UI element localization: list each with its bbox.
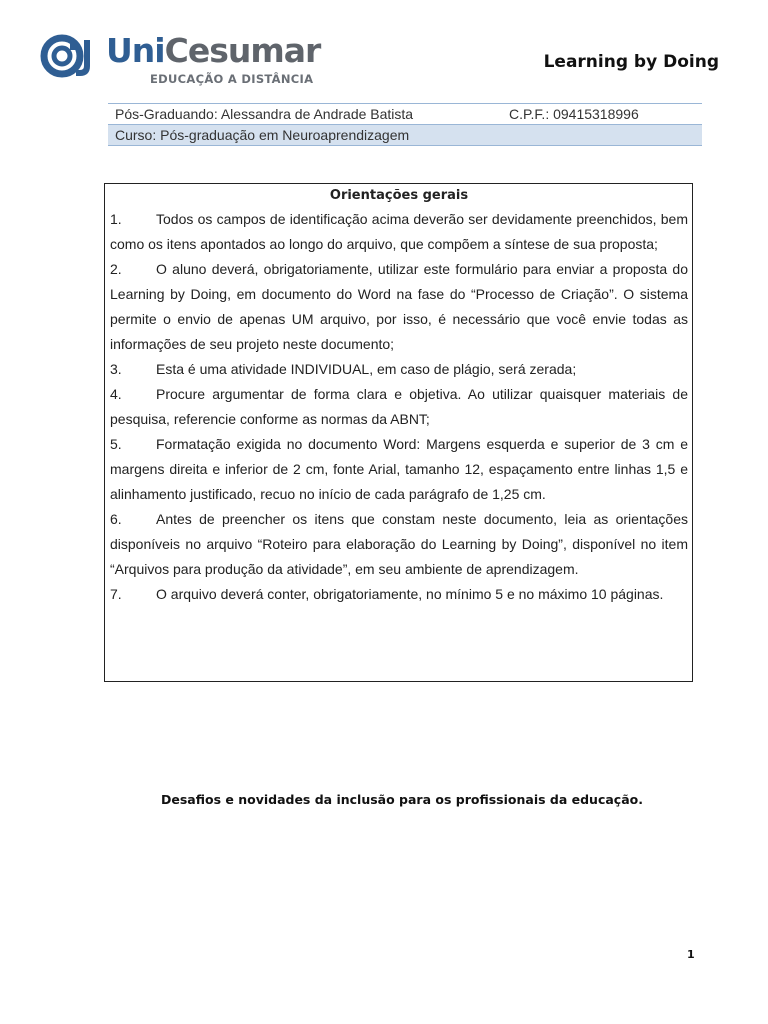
header-title: Learning by Doing bbox=[543, 52, 719, 72]
guideline-number: 1. bbox=[110, 211, 122, 227]
cpf-value: C.P.F.: 09415318996 bbox=[509, 106, 639, 122]
general-guidelines-box bbox=[104, 183, 693, 682]
course-row bbox=[108, 124, 702, 145]
guideline-item bbox=[110, 507, 688, 582]
guideline-text: Formatação exigida no documento Word: Margens esquerda e superior de 3 cm e margens direita e inferior de 2 cm, fonte Arial, tamanho 12, espaçamento entre linhas 1,5 e alinhamento justificado, recuo no início de cada parágrafo de 1,25 cm. bbox=[110, 436, 688, 502]
guideline-number: 7. bbox=[110, 586, 122, 602]
guideline-item bbox=[110, 357, 688, 382]
unicesumar-logo-mark-icon bbox=[40, 32, 98, 80]
guideline-item bbox=[110, 582, 688, 607]
guideline-number: 6. bbox=[110, 511, 122, 527]
logo-wordmark bbox=[106, 30, 320, 72]
guideline-text: Antes de preencher os itens que constam neste documento, leia as orientações disponíveis no arquivo “Roteiro para elaboração do Learning by Doing”, disponível no item “Arquivos para produção da atividade”, em seu ambiente de aprendizagem. bbox=[110, 511, 688, 577]
guideline-number: 5. bbox=[110, 436, 122, 452]
guidelines-title: Orientações gerais bbox=[329, 188, 469, 203]
student-row bbox=[108, 104, 702, 124]
guideline-text: Procure argumentar de forma clara e objetiva. Ao utilizar quaisquer materiais de pesquisa, referencie conforme as normas da ABNT; bbox=[110, 386, 688, 427]
guideline-text: Esta é uma atividade INDIVIDUAL, em caso de plágio, será zerada; bbox=[156, 361, 577, 377]
guideline-text: O aluno deverá, obrigatoriamente, utilizar este formulário para enviar a proposta do Learning by Doing, em documento do Word na fase do “Processo de Criação”. O sistema permite o envio de apenas UM arquivo, por isso, é necessário que você envie todas as informações de seu projeto neste documento; bbox=[110, 261, 688, 352]
guideline-number: 2. bbox=[110, 261, 122, 277]
document-theme-title: Desafios e novidades da inclusão para os profissionais da educação. bbox=[161, 792, 643, 807]
guideline-number: 4. bbox=[110, 386, 122, 402]
guideline-item bbox=[110, 257, 688, 357]
guideline-item bbox=[110, 207, 688, 257]
page-number: 1 bbox=[687, 948, 695, 961]
guideline-item bbox=[110, 382, 688, 432]
logo-wordmark-uni: Uni bbox=[106, 31, 165, 70]
logo-subtitle: EDUCAÇÃO A DISTÂNCIA bbox=[150, 72, 314, 86]
guideline-text: O arquivo deverá conter, obrigatoriamente, no mínimo 5 e no máximo 10 páginas. bbox=[156, 586, 664, 602]
guideline-number: 3. bbox=[110, 361, 122, 377]
student-name: Pós-Graduando: Alessandra de Andrade Batista bbox=[115, 106, 414, 122]
identification-table bbox=[108, 103, 702, 146]
guideline-text: Todos os campos de identificação acima deverão ser devidamente preenchidos, bem como os itens apontados ao longo do arquivo, que compõem a síntese de sua proposta; bbox=[110, 211, 688, 252]
guideline-item bbox=[110, 432, 688, 507]
logo-wordmark-cesumar: Cesumar bbox=[164, 31, 321, 70]
course-name: Curso: Pós-graduação em Neuroaprendizagem bbox=[115, 127, 410, 143]
unicesumar-logo bbox=[40, 30, 320, 90]
